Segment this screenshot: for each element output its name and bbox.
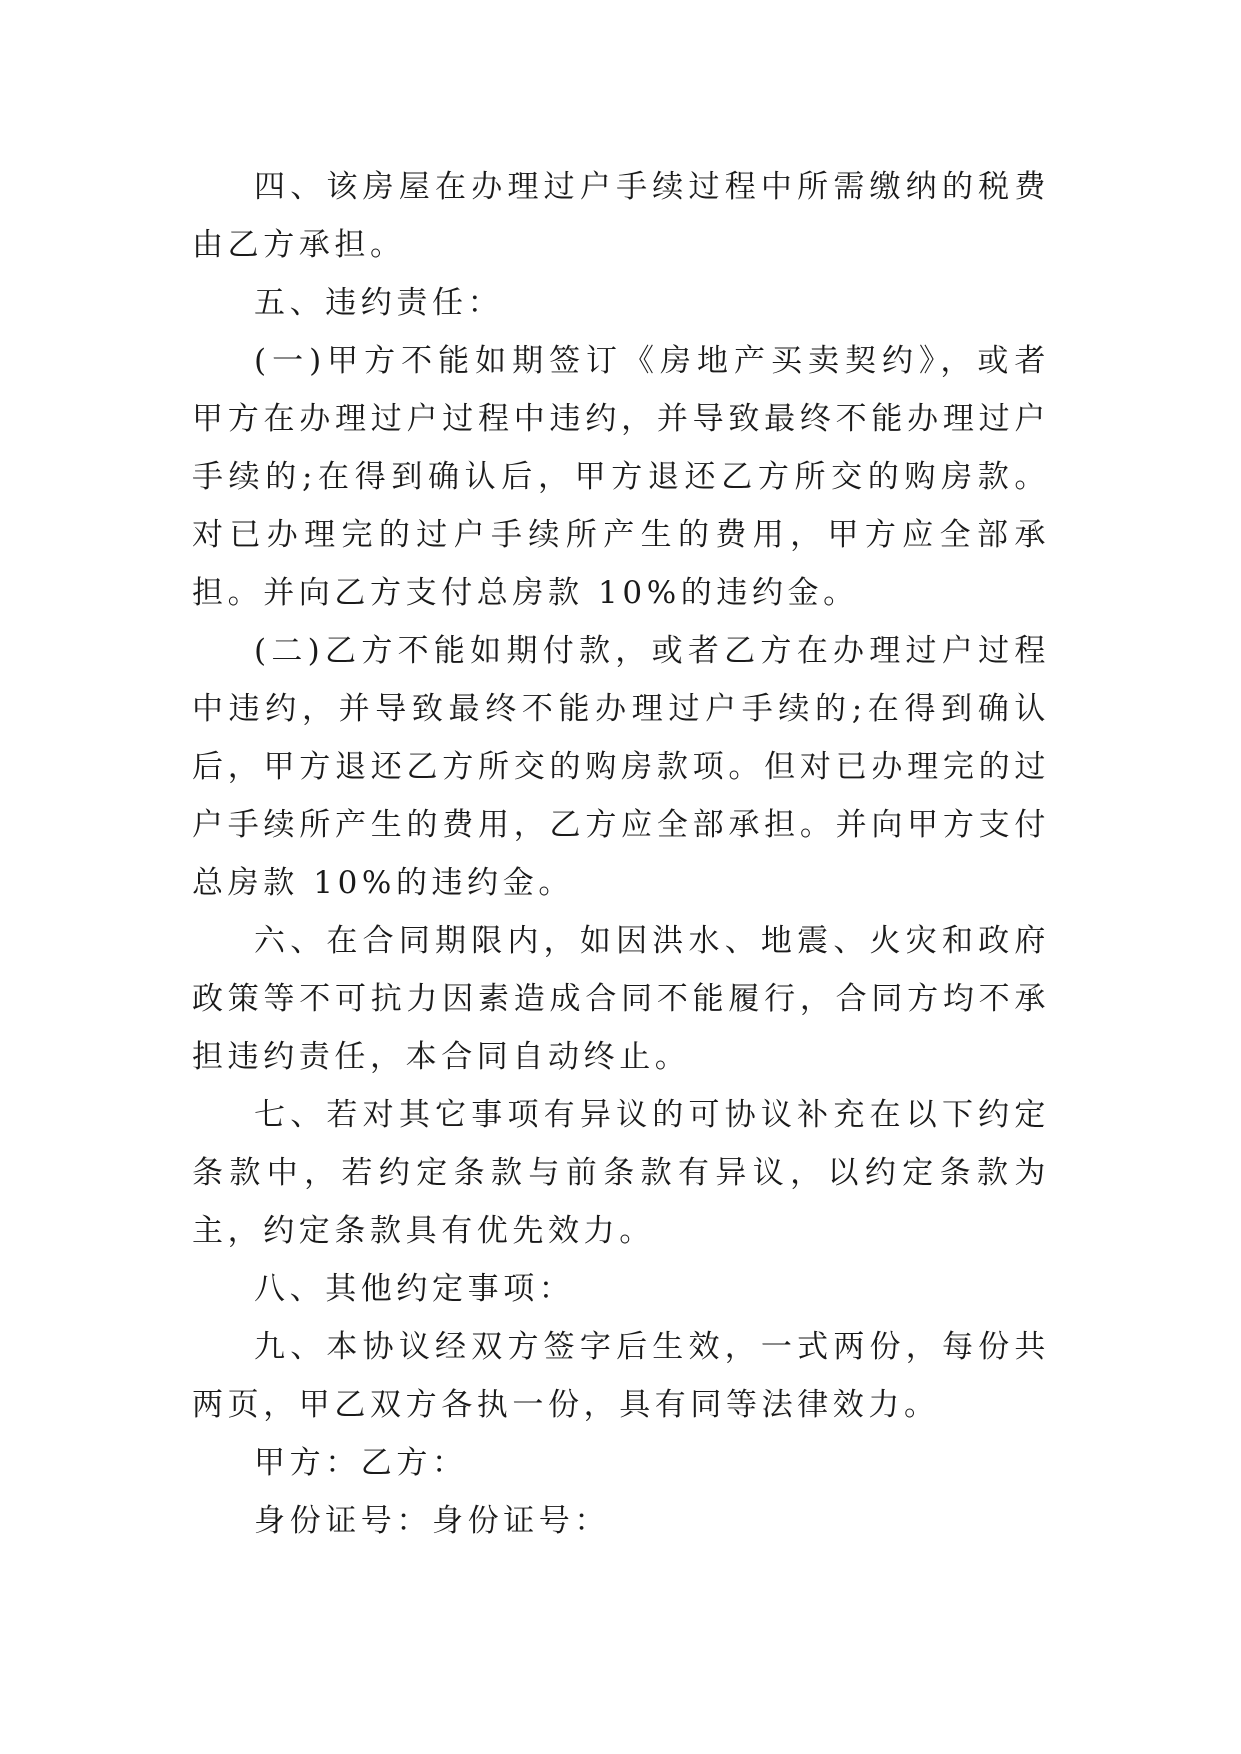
clause-nine-paragraph: 九、本协议经双方签字后生效，一式两份，每份共两页，甲乙双方各执一份，具有同等法律效力。 [192,1329,1050,1423]
clause-six-paragraph: 六、在合同期限内，如因洪水、地震、火灾和政府政策等不可抗力因素造成合同不能履行，合同方均不承担违约责任，本合同自动终止。 [192,923,1050,1075]
clause-four-paragraph: 四、该房屋在办理过户手续过程中所需缴纳的税费由乙方承担。 [192,169,1050,263]
clause-five-item-one: (一)甲方不能如期签订《房地产买卖契约》，或者甲方在办理过户过程中违约，并导致最终不能办理过户手续的;在得到确认后，甲方退还乙方所交的购房款。对已办理完的过户手续所产生的费用，甲方应全部承担。并向乙方支付总房款 10%的违约金。 [192,343,1050,611]
clause-five-heading: 五、违约责任： [254,285,504,321]
clause-five-item-two: (二)乙方不能如期付款，或者乙方在办理过户过程中违约，并导致最终不能办理过户手续的;在得到确认后，甲方退还乙方所交的购房款项。但对已办理完的过户手续所产生的费用，乙方应全部承担。并向甲方支付总房款 10%的违约金。 [192,633,1050,901]
party-signature-line: 甲方：乙方： [254,1445,468,1481]
clause-eight-paragraph: 八、其他约定事项： [254,1271,575,1307]
clause-seven-paragraph: 七、若对其它事项有异议的可协议补充在以下约定条款中，若约定条款与前条款有异议，以约定条款为主，约定条款具有优先效力。 [192,1097,1050,1249]
id-number-line: 身份证号：身份证号： [254,1503,610,1539]
document-body [192,158,1050,1550]
